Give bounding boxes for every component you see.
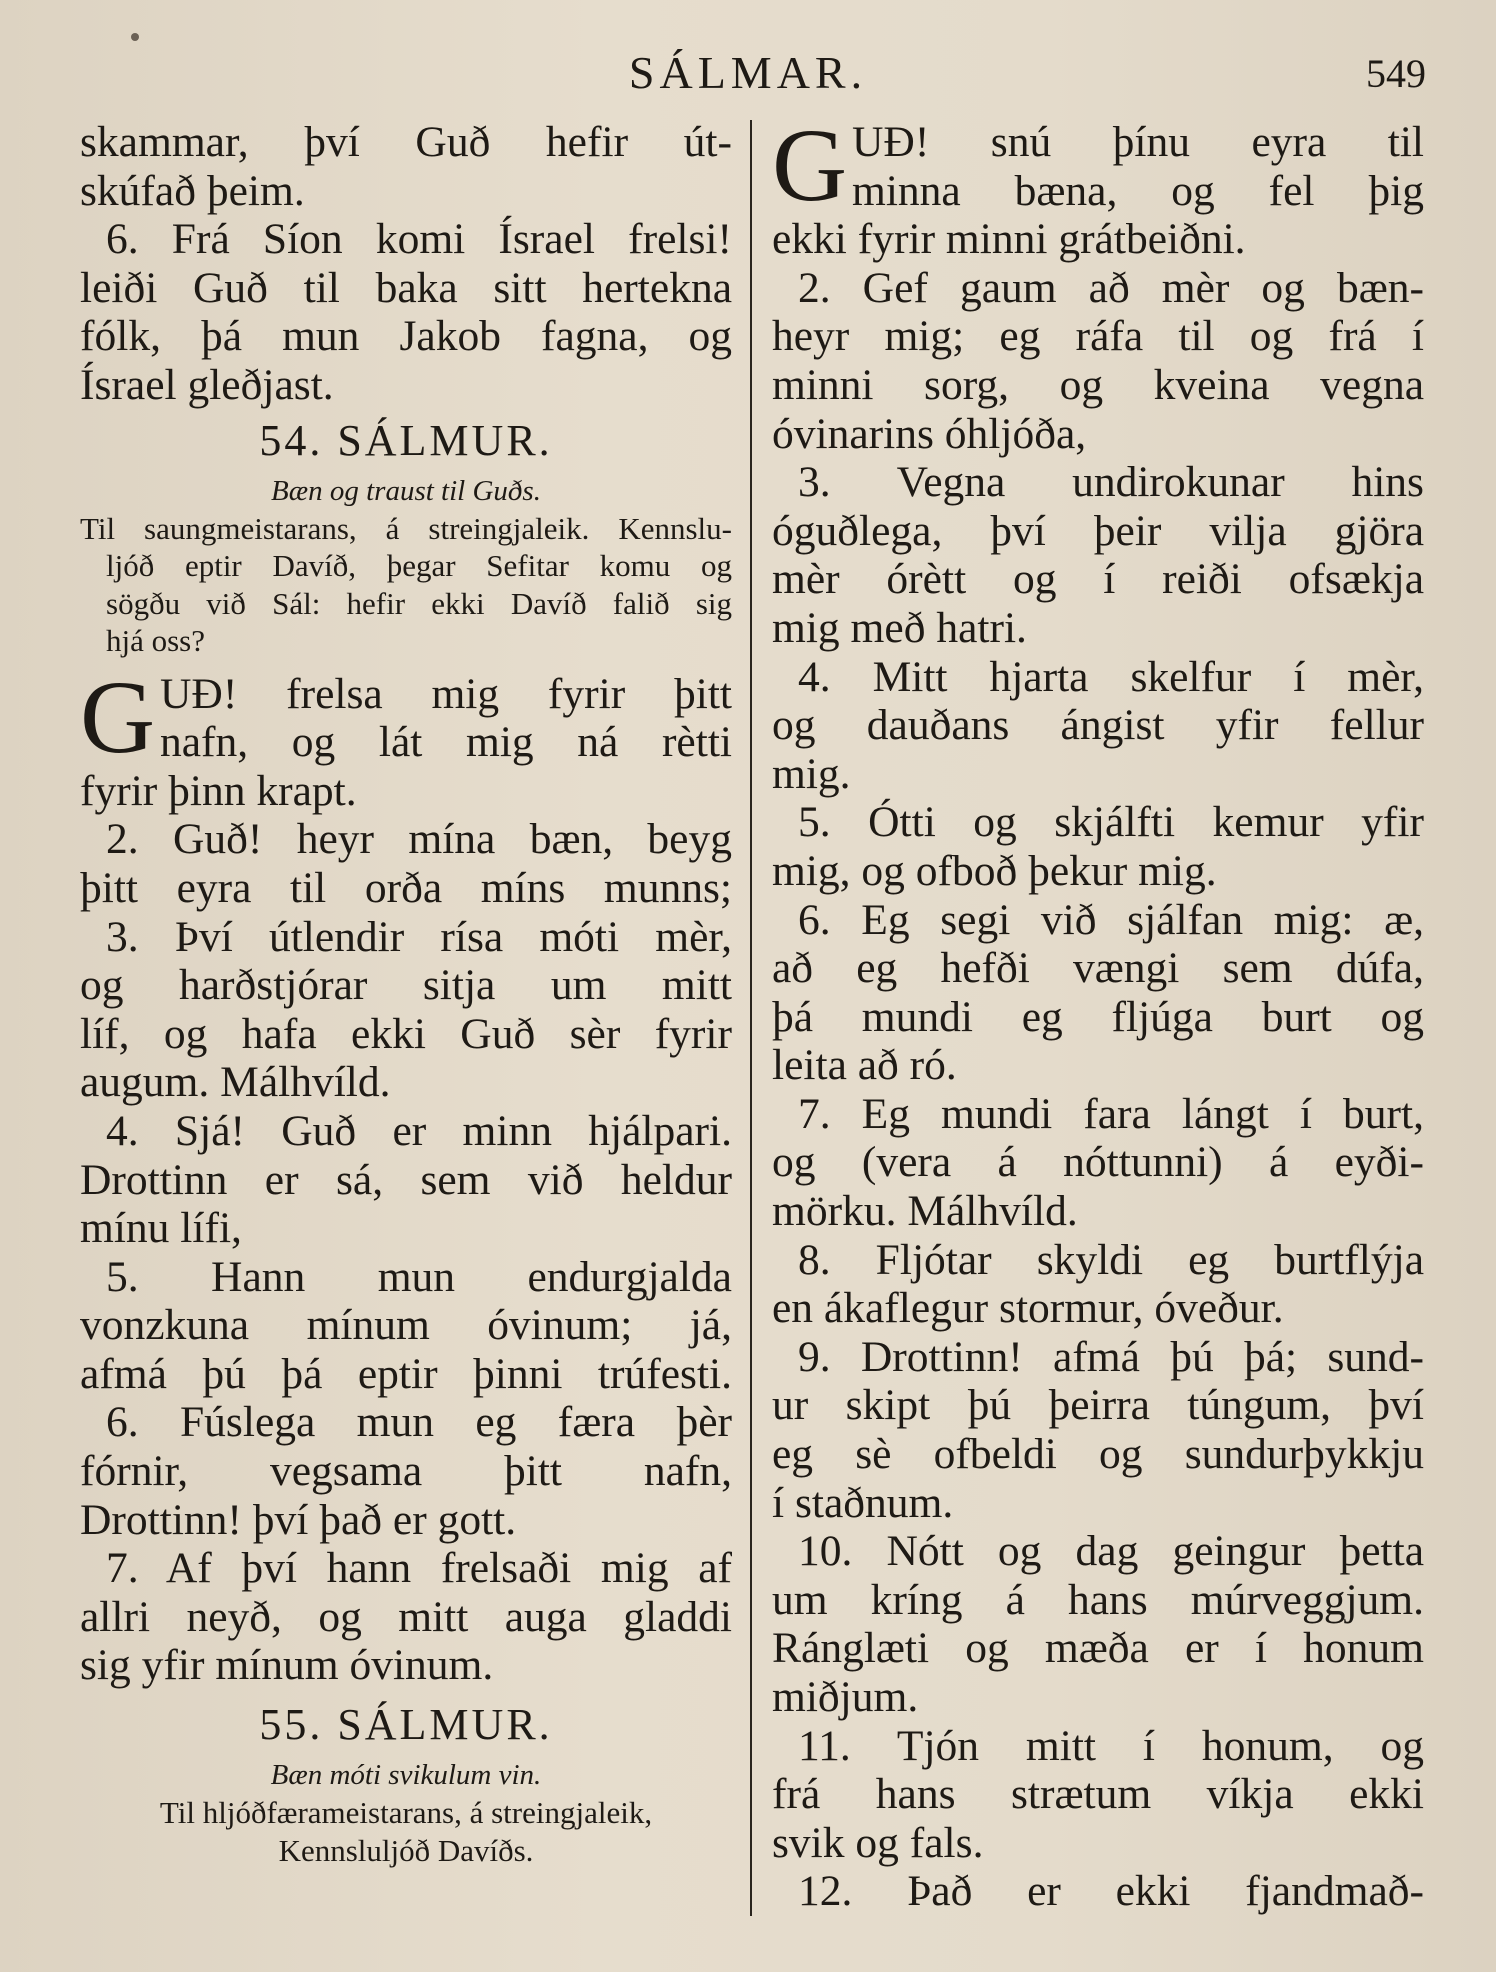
verse-line: 7. Af því hann frelsaði mig af [106,1544,732,1593]
verse-line: 2. Guð! heyr mína bæn, beyg [106,815,732,864]
verse-line: 5. Ótti og skjálfti kemur yfir [798,798,1424,847]
psalm-55-subtitle: Bæn móti svikulum vin. [270,1759,542,1792]
text-line: eg sè ofbeldi og sundurþykkju [772,1430,1424,1479]
text-line: og harðstjórar sitja um mitt [80,961,732,1010]
text-line: Ísrael gleðjast. [80,360,334,409]
page-number: 549 [1366,51,1426,96]
text-line: skúfað þeim. [80,166,305,215]
text-line: mig með hatri. [772,603,1027,652]
text-line: þá mundi eg fljúga burt og [772,992,1424,1041]
text-line: fólk, þá mun Jakob fagna, og [80,312,732,361]
text-line: minna bæna, og fel þig [852,166,1424,215]
text-line: miðjum. [772,1673,919,1721]
superscription-line: Kennsluljóð Davíðs. [278,1832,534,1868]
superscription-line: hjá oss? [106,623,206,659]
text-line: mèr órètt og í reiði ofsækja [772,555,1424,604]
verse-line: 4. Mitt hjarta skelfur í mèr, [798,652,1424,701]
text-line: UÐ! snú þínu eyra til [852,118,1424,166]
drop-cap: G [772,108,848,223]
running-header: SÁLMAR. [628,47,868,98]
text-line: og (vera á nóttunni) á eyði- [772,1138,1424,1187]
text-line: mínu lífi, [80,1204,242,1253]
text-line: leita að ró. [772,1041,957,1090]
verse-line: 3. Því útlendir rísa móti mèr, [106,912,732,961]
text-line: Drottinn! því það er gott. [80,1495,517,1544]
verse-line: 6. Frá Síon komi Ísrael frelsi! [106,215,732,264]
verse-line: 4. Sjá! Guð er minn hjálpari. [106,1106,732,1155]
text-line: Drottinn er sá, sem við heldur [80,1155,732,1204]
verse-line: 8. Fljótar skyldi eg burtflýja [798,1235,1424,1284]
text-line: leiði Guð til baka sitt hertekna [80,263,732,312]
superscription-line: sögðu við Sál: hefir ekki Davíð falið sig [106,585,732,621]
ink-speck [131,33,139,41]
text-line: frá hans strætum víkja ekki [772,1770,1424,1819]
superscription-line: Til hljóðfærameistarans, á streingjaleik, [159,1795,653,1831]
superscription-line: Til saungmeistarans, á streingjaleik. Kennslu- [80,510,732,546]
text-line: nafn, og lát mig ná rètti [160,718,732,767]
text-line: svik og fals. [772,1818,984,1867]
verse-line: 9. Drottinn! afmá þú þá; sund- [798,1332,1424,1381]
verse-line: 5. Hann mun endurgjalda [106,1252,732,1301]
verse-line: 3. Vegna undirokunar hins [798,458,1424,507]
text-line: allri neyð, og mitt auga gladdi [80,1592,732,1641]
right-column [772,108,1424,1916]
text-line: ekki fyrir minni grátbeiðni. [772,215,1246,264]
verse-line: 12. Það er ekki fjandmað- [798,1867,1424,1916]
psalm-54-heading: 54. SÁLMUR. [259,415,553,465]
text-line: augum. Málhvíld. [80,1058,391,1107]
left-column [80,118,732,1869]
psalm-54-opening [80,659,732,775]
text-line: að eg hefði vængi sem dúfa, [772,944,1424,993]
verse-line: 11. Tjón mitt í honum, og [798,1721,1424,1770]
psalm-55-heading: 55. SÁLMUR. [259,1700,553,1750]
text-line: sig yfir mínum óvinum. [80,1641,494,1690]
psalm-54-subtitle: Bæn og traust til Guðs. [271,474,541,507]
drop-cap: G [80,659,156,775]
text-line: vonzkuna mínum óvinum; já, [80,1301,732,1350]
text-line: þitt eyra til orða míns munns; [80,863,732,912]
verse-line: 6. Eg segi við sjálfan mig: æ, [798,895,1424,944]
text-line: Ránglæti og mæða er í honum [772,1624,1424,1673]
text-line: fórnir, vegsama þitt nafn, [80,1447,732,1496]
text-line: líf, og hafa ekki Guð sèr fyrir [80,1009,732,1058]
text-line: minni sorg, og kveina vegna [772,360,1424,409]
text-line: en ákaflegur stormur, óveður. [772,1284,1284,1333]
text-line: mörku. Málhvíld. [772,1187,1078,1236]
text-line: óguðlega, því þeir vilja gjöra [772,506,1424,555]
text-line: mig. [772,749,851,798]
text-line: um kríng á hans múrveggjum. [772,1575,1424,1624]
verse-line: 6. Fúslega mun eg færa þèr [106,1398,732,1447]
text-line: UÐ! frelsa mig fyrir þitt [160,669,732,718]
verse-line: 7. Eg mundi fara lángt í burt, [798,1089,1424,1138]
superscription-line: ljóð eptir Davíð, þegar Sefitar komu og [106,548,732,584]
text-line: ur skipt þú þeirra túngum, því [772,1381,1424,1430]
text-line: fyrir þinn krapt. [80,766,357,815]
text-line: í staðnum. [772,1478,954,1527]
text-line: mig, og ofboð þekur mig. [772,846,1217,895]
verse-line: 2. Gef gaum að mèr og bæn- [798,263,1424,312]
text-line: óvinarins óhljóða, [772,409,1087,458]
text-line: skammar, því Guð hefir út- [80,118,732,166]
text-line: heyr mig; eg ráfa til og frá í [772,312,1424,361]
psalm-55-opening [772,108,1424,223]
text-line: og dauðans ángist yfir fellur [772,701,1424,750]
verse-line: 10. Nótt og dag geingur þetta [798,1527,1424,1576]
text-line: afmá þú þá eptir þinni trúfesti. [80,1349,732,1398]
column-rule [750,120,752,1916]
